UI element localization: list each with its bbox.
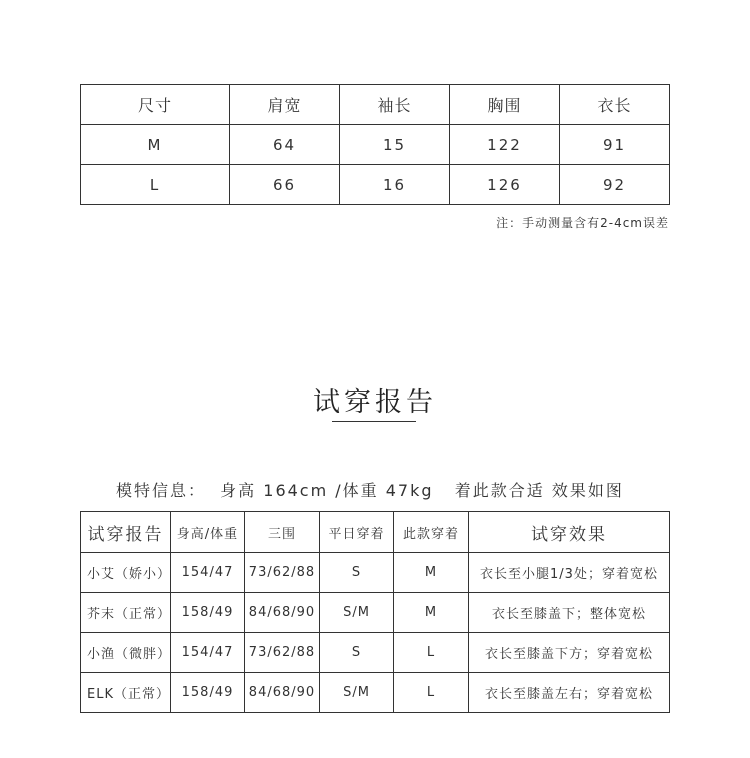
section-title: 试穿报告 [313, 387, 437, 418]
report-header-cell: 此款穿着 [394, 512, 469, 553]
report-cell: 158/49 [171, 673, 245, 713]
size-cell: M [81, 125, 230, 165]
title-underline [332, 421, 416, 422]
report-row [81, 593, 670, 633]
report-cell: 158/49 [171, 593, 245, 633]
report-cell: 73/62/88 [245, 553, 320, 593]
model-info: 模特信息： 身高 164cm /体重 47kg 着此款合适 效果如图 [116, 481, 624, 500]
size-cell: L [81, 165, 230, 205]
report-cell: 84/68/90 [245, 593, 320, 633]
size-cell: 15 [340, 125, 450, 165]
size-header-row [81, 85, 670, 125]
fitting-report-table [80, 511, 670, 713]
report-cell: 衣长至膝盖下方；穿着宽松 [469, 633, 670, 673]
report-row [81, 673, 670, 713]
size-header-cell: 尺寸 [81, 85, 230, 125]
size-header-cell: 衣长 [560, 85, 670, 125]
report-cell: M [394, 553, 469, 593]
report-cell: S/M [320, 593, 394, 633]
size-header-cell: 胸围 [450, 85, 560, 125]
report-cell: M [394, 593, 469, 633]
report-header-cell: 试穿效果 [469, 512, 670, 553]
report-cell: L [394, 673, 469, 713]
size-header-cell: 肩宽 [230, 85, 340, 125]
report-cell: 73/62/88 [245, 633, 320, 673]
size-cell: 91 [560, 125, 670, 165]
report-cell: 衣长至膝盖下；整体宽松 [469, 593, 670, 633]
report-cell: 衣长至膝盖左右；穿着宽松 [469, 673, 670, 713]
report-cell: 芥末（正常） [81, 593, 171, 633]
size-cell: 122 [450, 125, 560, 165]
size-row [81, 165, 670, 205]
report-header-cell: 试穿报告 [81, 512, 171, 553]
report-cell: 154/47 [171, 633, 245, 673]
size-row [81, 125, 670, 165]
report-cell: 154/47 [171, 553, 245, 593]
report-header-cell: 平日穿着 [320, 512, 394, 553]
report-cell: 84/68/90 [245, 673, 320, 713]
report-cell: S [320, 633, 394, 673]
size-cell: 92 [560, 165, 670, 205]
report-cell: 衣长至小腿1/3处；穿着宽松 [469, 553, 670, 593]
size-header-cell: 袖长 [340, 85, 450, 125]
report-cell: S [320, 553, 394, 593]
size-cell: 64 [230, 125, 340, 165]
report-cell: S/M [320, 673, 394, 713]
size-cell: 66 [230, 165, 340, 205]
report-header-row [81, 512, 670, 553]
report-cell: ELK（正常） [81, 673, 171, 713]
size-chart-table [80, 84, 670, 205]
size-cell: 16 [340, 165, 450, 205]
report-cell: L [394, 633, 469, 673]
report-row [81, 553, 670, 593]
report-header-cell: 身高/体重 [171, 512, 245, 553]
report-cell: 小艾（娇小） [81, 553, 171, 593]
size-cell: 126 [450, 165, 560, 205]
report-header-cell: 三围 [245, 512, 320, 553]
measurement-note: 注：手动测量含有2-4cm误差 [496, 216, 669, 230]
report-row [81, 633, 670, 673]
report-cell: 小渔（微胖） [81, 633, 171, 673]
